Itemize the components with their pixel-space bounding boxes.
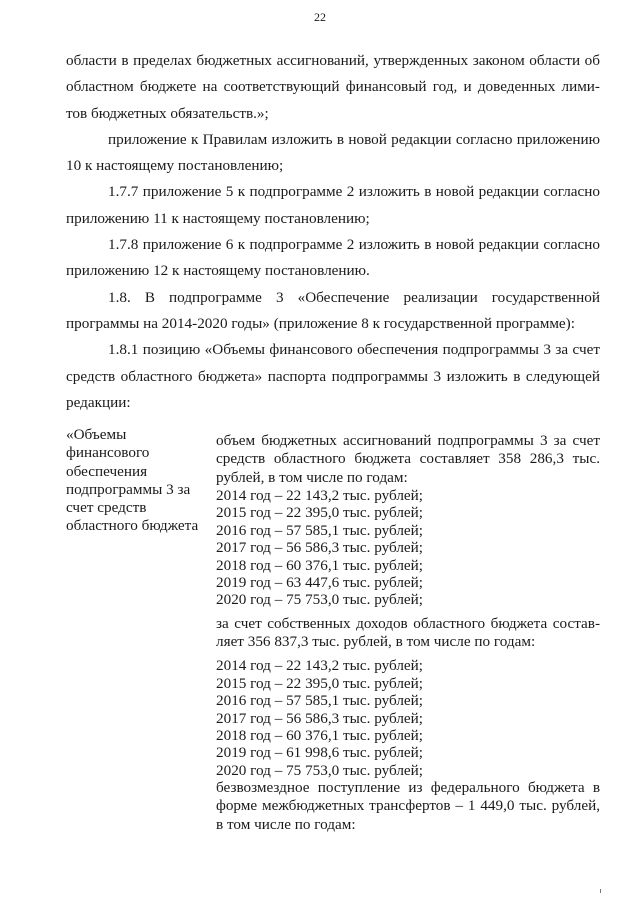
block2-intro: за счет собственных доходов областного бюджета состав-ляет 356 837,3 тыс. рублей, в том числе по годам: [216, 614, 600, 651]
list-item: 2015 год – 22 395,0 тыс. рублей; [216, 504, 424, 522]
list-item: 2019 год – 61 998,6 тыс. рублей; [216, 744, 424, 762]
table-right-cell [216, 432, 600, 834]
list-item: 2019 год – 63 447,6 тыс. рублей; [216, 573, 424, 591]
list-item: 2020 год – 75 753,0 тыс. рублей; [216, 591, 424, 609]
scan-mark [600, 889, 601, 893]
list-item: 2016 год – 57 585,1 тыс. рублей; [216, 521, 424, 539]
table-left-cell: «Объемы финансового обеспечения подпрограммы 3 за счет средств областного бюджета [66, 426, 199, 535]
block1-years-list [216, 487, 600, 609]
list-item: 2020 год – 75 753,0 тыс. рублей; [216, 761, 424, 779]
block1-intro: объем бюджетных ассигнований подпрограммы 3 за счет средств областного бюджета составляет 358 286,3 тыс. рублей, в том числе по годам: [216, 432, 600, 486]
block2-years-list [216, 657, 600, 779]
list-item: 2018 год – 60 376,1 тыс. рублей; [216, 556, 424, 574]
list-item: 2018 год – 60 376,1 тыс. рублей; [216, 726, 424, 744]
paragraph-continuation: области в пределах бюджетных ассигнований, утвержденных законом области об областном бюджете на соответствующий финансовый год, и доведенных лими-тов бюджетных обязательств.»; [66, 52, 600, 122]
body-text [66, 48, 600, 416]
list-item: 2014 год – 22 143,2 тыс. рублей; [216, 657, 424, 675]
block3-intro: безвозмездное поступление из федерального бюджета в форме межбюджетных трансфертов – 1 449,0 тыс. рублей, в том числе по годам: [216, 779, 600, 833]
list-item: 2017 год – 56 586,3 тыс. рублей; [216, 709, 424, 727]
page-number: 22 [314, 10, 326, 24]
paragraph-1-8: 1.8. В подпрограмме 3 «Обеспечение реализации государственной программы на 2014-2020 годы» (приложение 8 к государственной программе): [66, 288, 600, 332]
paragraph-1-8-1: 1.8.1 позицию «Объемы финансового обеспечения подпрограммы 3 за счет средств областного бюджета» паспорта подпрограммы 3 изложить в следующей редакции: [66, 341, 600, 411]
list-item: 2014 год – 22 143,2 тыс. рублей; [216, 486, 424, 504]
list-item: 2015 год – 22 395,0 тыс. рублей; [216, 674, 424, 692]
paragraph-1-7-8: 1.7.8 приложение 6 к подпрограмме 2 изложить в новой редакции согласно приложению 12 к настоящему постановлению. [66, 236, 600, 280]
list-item: 2016 год – 57 585,1 тыс. рублей; [216, 692, 424, 710]
paragraph-appendix-rules: приложение к Правилам изложить в новой редакции согласно приложению 10 к настоящему постановлению; [66, 130, 600, 175]
list-item: 2017 год – 56 586,3 тыс. рублей; [216, 539, 424, 557]
paragraph-1-7-7: 1.7.7 приложение 5 к подпрограмме 2 изложить в новой редакции согласно приложению 11 к настоящему постановлению; [66, 183, 600, 227]
